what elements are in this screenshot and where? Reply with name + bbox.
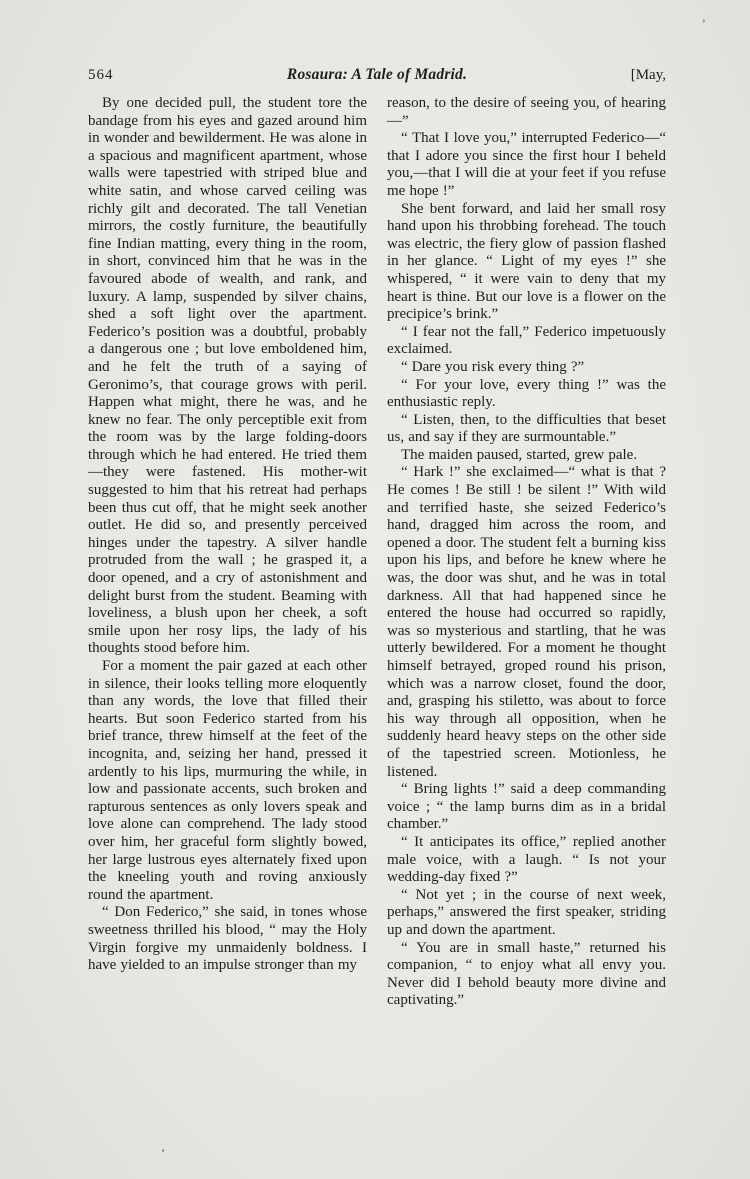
column-right (387, 95, 666, 1010)
paragraph: “ Listen, then, to the difficulties that beset us, and say if they are surmountable.” (387, 411, 666, 446)
scan-artifact-dot (162, 1149, 164, 1152)
paragraph: She bent forward, and laid her small rosy hand upon his throbbing forehead. The touch was electric, the fiery glow of passion flashed in her glance. “ Light of my eyes !” she whispered, “ it were vain to deny that my heart is thine. But our love is a flower on the precipice’s brink.” (387, 200, 666, 323)
paragraph: “ Not yet ; in the course of next week, perhaps,” answered the first speaker, striding up and down the apartment. (387, 886, 666, 938)
page-number: 564 (88, 67, 114, 83)
paragraph: “ Dare you risk every thing ?” (401, 358, 585, 375)
paragraph: “ That I love you,” interrupted Federico—“ that I adore you since the first hour I beheld you,—that I will die at your feet if you refuse me hope !” (387, 130, 666, 199)
paragraph: “ You are in small haste,” returned his companion, “ to enjoy what all envy you. Never did I behold beauty more divine and captivating.” (387, 939, 666, 1009)
paragraph: “ Hark !” she exclaimed—“ what is that ? He comes ! Be still ! be silent !” With wild and terrified haste, she seized Federico’s hand, dragged him across the room, and opened a door. The student felt a burning kiss upon his lips, and before he knew where he was, the door was shut, and he was in total darkness. All that had happened since he entered the house had occurred so rapidly, was so mysterious and startling, that he was utterly bewildered. For a moment he thought himself betrayed, groped round his prison, which was a narrow closet, found the door, and, grasping his stiletto, was about to force his way through all opposition, when he suddenly heard heavy steps on the other side of the tapestried screen. Motionless, he listened. (387, 464, 666, 780)
text-columns (88, 95, 666, 1010)
paragraph: “ For your love, every thing !” was the enthusiastic reply. (387, 376, 666, 411)
paragraph: “ I fear not the fall,” Federico impetuously exclaimed. (387, 323, 666, 358)
paragraph: “ Bring lights !” said a deep commanding voice ; “ the lamp burns dim as in a bridal chamber.” (387, 781, 666, 833)
column-left (88, 95, 367, 1010)
paragraph: “ It anticipates its office,” replied another male voice, with a laugh. “ Is not your wedding-day fixed ?” (387, 833, 666, 886)
paragraph: By one decided pull, the student tore the bandage from his eyes and gazed around him in wonder and bewilderment. He was alone in a spacious and magnificent apartment, whose walls were tapestried with striped blue and white satin, and whose carved ceiling was richly gilt and decorated. The tall Venetian mirrors, the costly furniture, the beautifully fine Indian matting, every thing in the room, in short, convinced him that he was in the favoured abode of wealth, and rank, and luxury. A lamp, suspended by silver chains, shed a soft light over the apartment. Federico’s position was a doubtful, probably a dangerous one ; but love emboldened him, and he felt the truth of a saying of Geronimo’s, that courage grows with peril. Happen what might, there he was, and he knew no fear. The only perceptible exit from the room was by the large folding-doors through which he had entered. He tried them—they were fastened. His mother-wit suggested to him that his retreat had perhaps been thus cut off, that he might seek another outlet. He did so, and presently perceived hinges under the tapestry. A silver handle protruded from the wall ; he grasped it, a door opened, and a cry of astonishment and delight burst from the student. Beaming with loveliness, a blush upon her cheek, a soft smile upon her rosy lips, the lady of his thoughts stood before him. (88, 95, 367, 657)
running-title: Rosaura: A Tale of Madrid. (286, 66, 468, 83)
paragraph: “ Don Federico,” she said, in tones whose sweetness thrilled his blood, “ may the Holy Virgin forgive my unmaidenly boldness. I have yielded to an impulse stronger than my (88, 904, 367, 974)
scan-artifact-mark: ’ (701, 16, 706, 31)
paragraph: reason, to the desire of seeing you, of hearing—” (387, 95, 666, 129)
running-head (88, 66, 666, 84)
issue-marker: [May, (630, 67, 666, 83)
paragraph: For a moment the pair gazed at each other in silence, their looks telling more eloquently than any words, the love that filled their hearts. But soon Federico started from his brief trance, threw himself at the feet of the incognita, and, seizing her hand, pressed it ardently to his lips, murmuring the while, in low and passionate accents, such broken and rapturous sentences as only lovers speak and love alone can comprehend. The lady stood over him, her graceful form slightly bowed, her large lustrous eyes alternately fixed upon the kneeling youth and roving anxiously round the apartment. (88, 658, 367, 903)
paragraph: The maiden paused, started, grew pale. (401, 446, 638, 463)
